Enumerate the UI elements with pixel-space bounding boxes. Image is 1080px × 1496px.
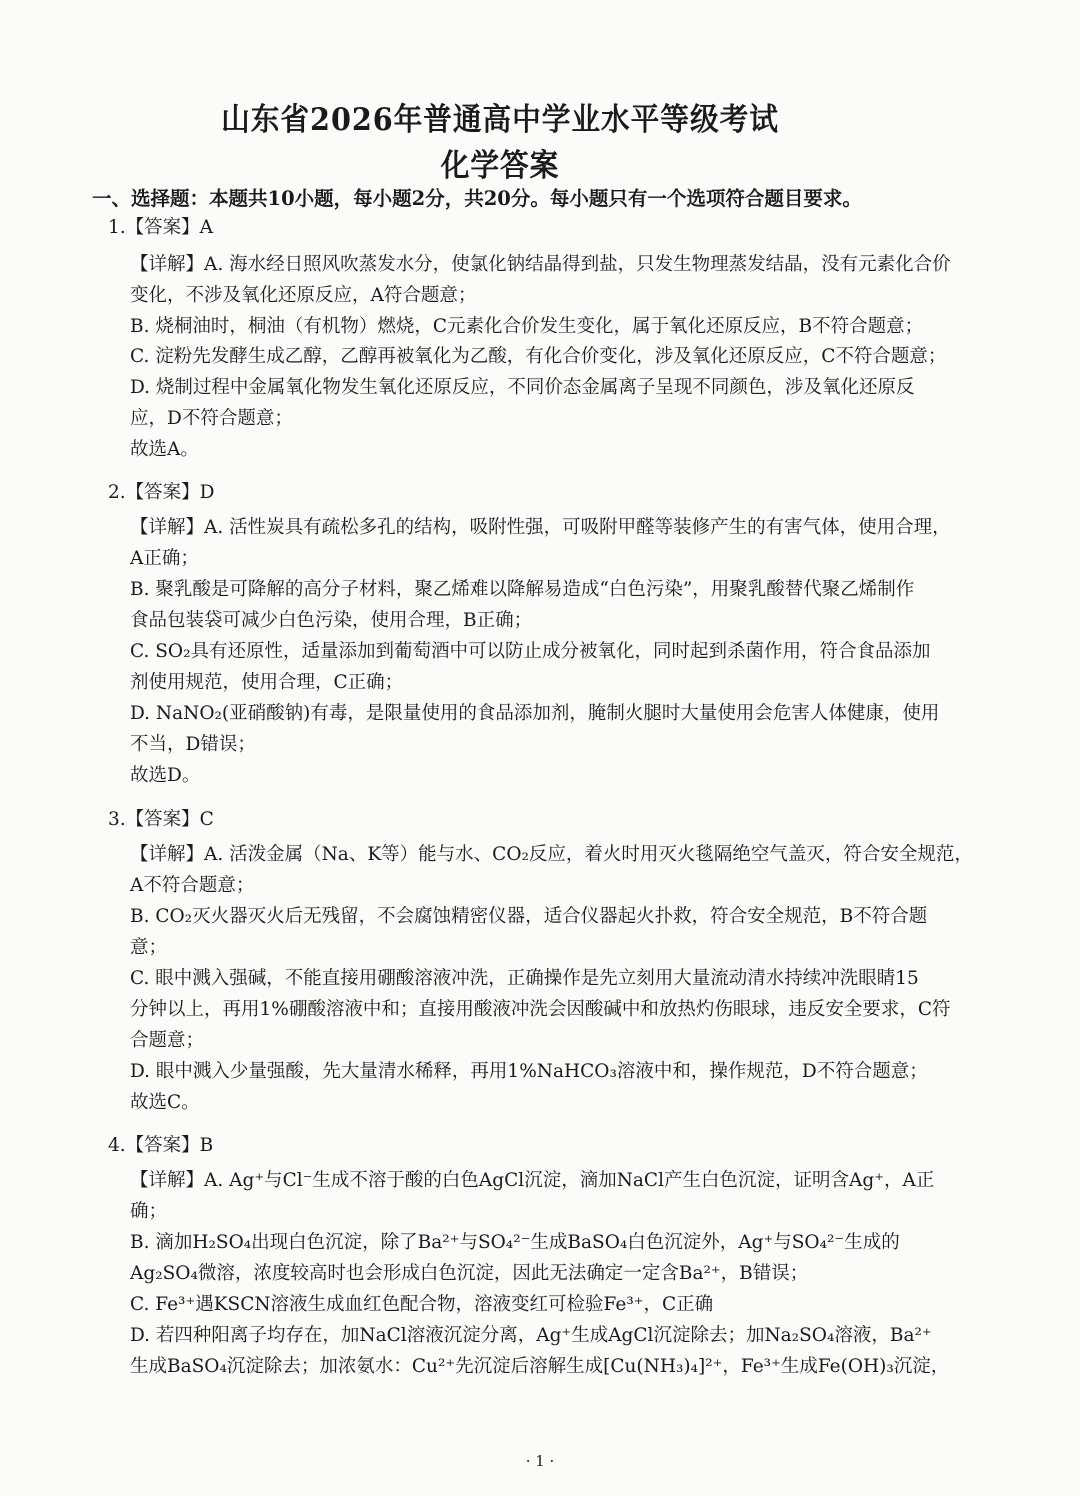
explanation-line: D. 烧制过程中金属氧化物发生氧化还原反应，不同价态金属离子呈现不同颜色，涉及氧化还原反	[130, 377, 915, 398]
explanation-line: C. Fe³⁺遇KSCN溶液生成血红色配合物，溶液变红可检验Fe³⁺，C正确	[130, 1294, 714, 1315]
explanation-line: C. 眼中溅入强碱，不能直接用硼酸溶液冲洗，正确操作是先立刻用大量流动清水持续冲洗眼睛15	[130, 968, 919, 989]
explanation-line: D. 若四种阳离子均存在，加NaCl溶液沉淀分离，Ag⁺生成AgCl沉淀除去；加Na₂SO₄溶液，Ba²⁺	[130, 1325, 932, 1346]
explanation-line: 故选C。	[130, 1092, 200, 1113]
explanation-line: 变化，不涉及氧化还原反应，A符合题意；	[130, 285, 477, 306]
answer-label-q3: 3.【答案】C	[108, 809, 214, 830]
explanation-line: 剂使用规范，使用合理，C正确；	[130, 672, 404, 693]
explanation-line: 食品包装袋可减少白色污染，使用合理，B正确；	[130, 610, 533, 631]
explanation-line: 不当，D错误；	[130, 734, 256, 755]
explanation-line: 【详解】A. 活性炭具有疏松多孔的结构，吸附性强，可吸附甲醛等装修产生的有害气体，使用合理，	[130, 517, 951, 538]
explanation-line: 【详解】A. Ag⁺与Cl⁻生成不溶于酸的白色AgCl沉淀，滴加NaCl产生白色沉淀，证明含Ag⁺，A正	[130, 1170, 935, 1191]
explanation-line: C. 淀粉先发酵生成乙醇，乙醇再被氧化为乙酸，有化合价变化，涉及氧化还原反应，C不符合题意；	[130, 346, 947, 367]
explanation-line: D. NaNO₂(亚硝酸钠)有毒，是限量使用的食品添加剂，腌制火腿时大量使用会危害人体健康，使用	[130, 703, 940, 724]
page-number: · 1 ·	[525, 1452, 555, 1470]
section-header: 一、选择题：本题共10小题，每小题2分，共20分。每小题只有一个选项符合题目要求。	[92, 187, 862, 210]
explanation-line: 确；	[130, 1201, 168, 1222]
explanation-line: 合题意；	[130, 1030, 205, 1051]
answer-label-q4: 4.【答案】B	[108, 1135, 214, 1156]
explanation-line: B. CO₂灭火器灭火后无残留，不会腐蚀精密仪器，适合仪器起火扑救，符合安全规范，B不符合题	[130, 906, 928, 927]
explanation-line: 生成BaSO₄沉淀除去；加浓氨水：Cu²⁺先沉淀后溶解生成[Cu(NH₃)₄]²⁺，Fe³⁺生成Fe(OH)₃沉淀，	[130, 1356, 950, 1377]
explanation-line: 应，D不符合题意；	[130, 408, 293, 429]
explanation-line: 意；	[130, 937, 168, 958]
explanation-line: 故选D。	[130, 765, 201, 786]
explanation-line: D. 眼中溅入少量强酸，先大量清水稀释，再用1%NaHCO₃溶液中和，操作规范，D不符合题意；	[130, 1061, 928, 1082]
document-subtitle: 化学答案	[440, 148, 560, 184]
explanation-line: B. 烧桐油时，桐油（有机物）燃烧，C元素化合价发生变化，属于氧化还原反应，B不符合题意；	[130, 316, 924, 337]
answer-label-q2: 2.【答案】D	[108, 482, 215, 503]
answer-label-q1: 1.【答案】A	[108, 217, 214, 238]
explanation-line: C. SO₂具有还原性，适量添加到葡萄酒中可以防止成分被氧化，同时起到杀菌作用，符合食品添加	[130, 641, 931, 662]
explanation-line: A不符合题意；	[130, 875, 255, 896]
explanation-line: B. 聚乳酸是可降解的高分子材料，聚乙烯难以降解易造成“白色污染”，用聚乳酸替代聚乙烯制作	[130, 579, 915, 600]
explanation-line: A正确；	[130, 548, 199, 569]
explanation-line: 故选A。	[130, 439, 199, 460]
explanation-line: 【详解】A. 海水经日照风吹蒸发水分，使氯化钠结晶得到盐，只发生物理蒸发结晶，没有元素化合价	[130, 254, 951, 275]
explanation-line: 分钟以上，再用1%硼酸溶液中和；直接用酸液冲洗会因酸碱中和放热灼伤眼球，违反安全要求，C符	[130, 999, 951, 1020]
explanation-line: 【详解】A. 活泼金属（Na、K等）能与水、CO₂反应，着火时用灭火毯隔绝空气盖灭，符合安全规范，	[130, 844, 973, 865]
explanation-line: Ag₂SO₄微溶，浓度较高时也会形成白色沉淀，因此无法确定一定含Ba²⁺，B错误；	[130, 1263, 809, 1284]
explanation-line: B. 滴加H₂SO₄出现白色沉淀，除了Ba²⁺与SO₄²⁻生成BaSO₄白色沉淀外，Ag⁺与SO₄²⁻生成的	[130, 1232, 900, 1253]
document-title: 山东省2026年普通高中学业水平等级考试	[221, 102, 779, 138]
